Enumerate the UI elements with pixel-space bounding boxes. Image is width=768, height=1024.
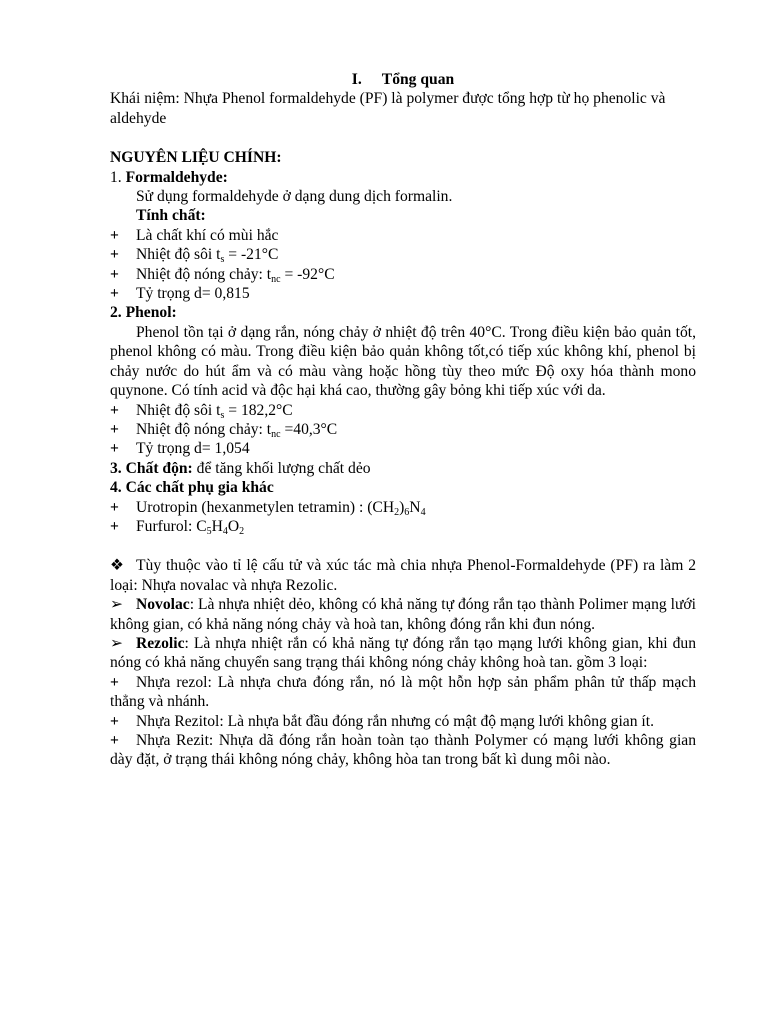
plus-bullet: + xyxy=(110,712,119,730)
novolac-label: Novolac xyxy=(136,596,190,614)
section-title-text: Tổng quan xyxy=(381,71,455,88)
rezolic-paragraph xyxy=(110,634,696,673)
plus-bullet: + xyxy=(110,401,119,419)
list-item xyxy=(110,401,696,420)
filler-line xyxy=(110,459,696,478)
filler-text: để tăng khối lượng chất dẻo xyxy=(192,459,371,477)
list-item-text: Furfurol: $C_5H_4O_2$ xyxy=(136,517,245,537)
list-item-text: Nhiệt độ nóng chảy: $t_{nc} =40,3^\circ C$ xyxy=(136,420,338,440)
list-item xyxy=(110,439,696,458)
rezit-text: Nhựa Rezit: Nhựa dã đóng rắn hoàn toàn tạo thành Polymer có mạng lưới không gian dày đặt, ở trạng thái không nóng chảy, không hòa tan trong bất kì dung môi nào. xyxy=(110,732,696,769)
classification-text: Tùy thuộc vào tỉ lệ cấu tử và xúc tác mà chia nhựa Phenol-Formaldehyde (PF) ra làm 2 loại: Nhựa novalac và nhựa Rezolic. xyxy=(110,557,696,594)
rezolic-text: : Là nhựa nhiệt rắn có khả năng tự đóng rắn tạo mạng lưới không gian, khi đun nóng có khả năng chuyển sang trạng thái không nóng chảy không hoà tan. gồm 3 loại: xyxy=(110,634,696,672)
rezit-paragraph xyxy=(110,731,696,770)
spacer xyxy=(110,128,696,148)
rezitol-paragraph xyxy=(110,712,696,731)
arrow-bullet-icon: ➢ xyxy=(110,596,124,614)
novolac-paragraph xyxy=(110,595,696,634)
list-item-text: Nhiệt độ sôi $t_s = -21^\circ C$ xyxy=(136,246,279,266)
rezol-text: Nhựa rezol: Là nhựa chưa đóng rắn, nó là một hỗn hợp sản phẩm phân tử thấp mạch thẳng và nhánh. xyxy=(110,673,696,711)
list-item-text: Tỷ trọng d= 0,815 xyxy=(136,285,250,303)
document-page xyxy=(110,70,696,770)
plus-bullet: + xyxy=(110,265,119,283)
concept-paragraph: Khái niệm: Nhựa Phenol formaldehyde (PF) là polymer được tổng hợp từ họ phenolic và aldehyde xyxy=(110,90,666,127)
list-item xyxy=(110,498,696,517)
list-item xyxy=(110,284,696,303)
phenol-heading: 2. Phenol: xyxy=(110,304,177,322)
arrow-bullet-icon: ➢ xyxy=(110,634,124,652)
plus-bullet: + xyxy=(110,226,119,244)
section-number: I. xyxy=(351,71,362,88)
list-item-text: Tỷ trọng d= 1,054 xyxy=(136,440,250,458)
list-item-text: Nhiệt độ nóng chảy: $t_{nc} = -92^\circ C$ xyxy=(136,265,335,285)
section-title xyxy=(110,70,696,89)
classification-intro xyxy=(110,556,696,595)
formaldehyde-usage: Sử dụng formaldehyde ở dạng dung dịch formalin. xyxy=(136,188,453,206)
list-item-text: Urotropin (hexanmetylen tetramin) : $(CH_2)_6N_4$ xyxy=(136,498,426,518)
list-item-text: Là chất khí có mùi hắc xyxy=(136,226,279,244)
spacer xyxy=(110,536,696,556)
plus-bullet: + xyxy=(110,246,119,264)
plus-bullet: + xyxy=(110,285,119,303)
formaldehyde-name: Formaldehyde: xyxy=(125,168,228,186)
plus-bullet: + xyxy=(110,440,119,458)
main-heading: NGUYÊN LIỆU CHÍNH: xyxy=(110,149,282,167)
list-item xyxy=(110,226,696,245)
filler-label: 3. Chất độn: xyxy=(110,459,193,477)
properties-heading: Tính chất: xyxy=(136,207,206,225)
plus-bullet: + xyxy=(110,498,119,516)
list-item xyxy=(110,265,696,284)
plus-bullet: + xyxy=(110,673,119,691)
plus-bullet: + xyxy=(110,517,119,535)
formaldehyde-heading xyxy=(110,168,696,187)
rezolic-label: Rezolic xyxy=(136,634,185,652)
novolac-text: : Là nhựa nhiệt dẻo, không có khả năng tự đóng rắn tạo thành Polimer mạng lưới không gian, có khả năng nóng chảy và hoà tan, không đóng rắn khi đun nóng. xyxy=(110,596,696,633)
plus-bullet: + xyxy=(110,420,119,438)
list-item xyxy=(110,420,696,439)
list-item-text: Nhiệt độ sôi $t_s = 182,2^\circ C$ xyxy=(136,401,293,421)
plus-bullet: + xyxy=(110,732,119,749)
item-number: 1. xyxy=(110,168,122,186)
list-item xyxy=(110,245,696,264)
additives-heading: 4. Các chất phụ gia khác xyxy=(110,479,274,497)
rezol-paragraph xyxy=(110,673,696,712)
list-item xyxy=(110,517,696,536)
rezitol-text: Nhựa Rezitol: Là nhựa bắt đầu đóng rắn nhưng có mật độ mạng lưới không gian ít. xyxy=(136,712,654,730)
phenol-description: Phenol tồn tại ở dạng rắn, nóng chảy ở nhiệt độ trên 40°C. Trong điều kiện bảo quản tốt, phenol không có màu. Trong điều kiện bảo quản không tốt,có tiếp xúc không khí, phenol bị chảy nước do hút ẩm và có màu vàng hoặc hồng tùy theo mức Độ oxy hóa thành mono quynone. Có tính acid và độc hại khá cao, thường gây bỏng khi tiếp xúc với da. xyxy=(110,323,696,400)
diamond-bullet-icon: ❖ xyxy=(110,557,124,575)
